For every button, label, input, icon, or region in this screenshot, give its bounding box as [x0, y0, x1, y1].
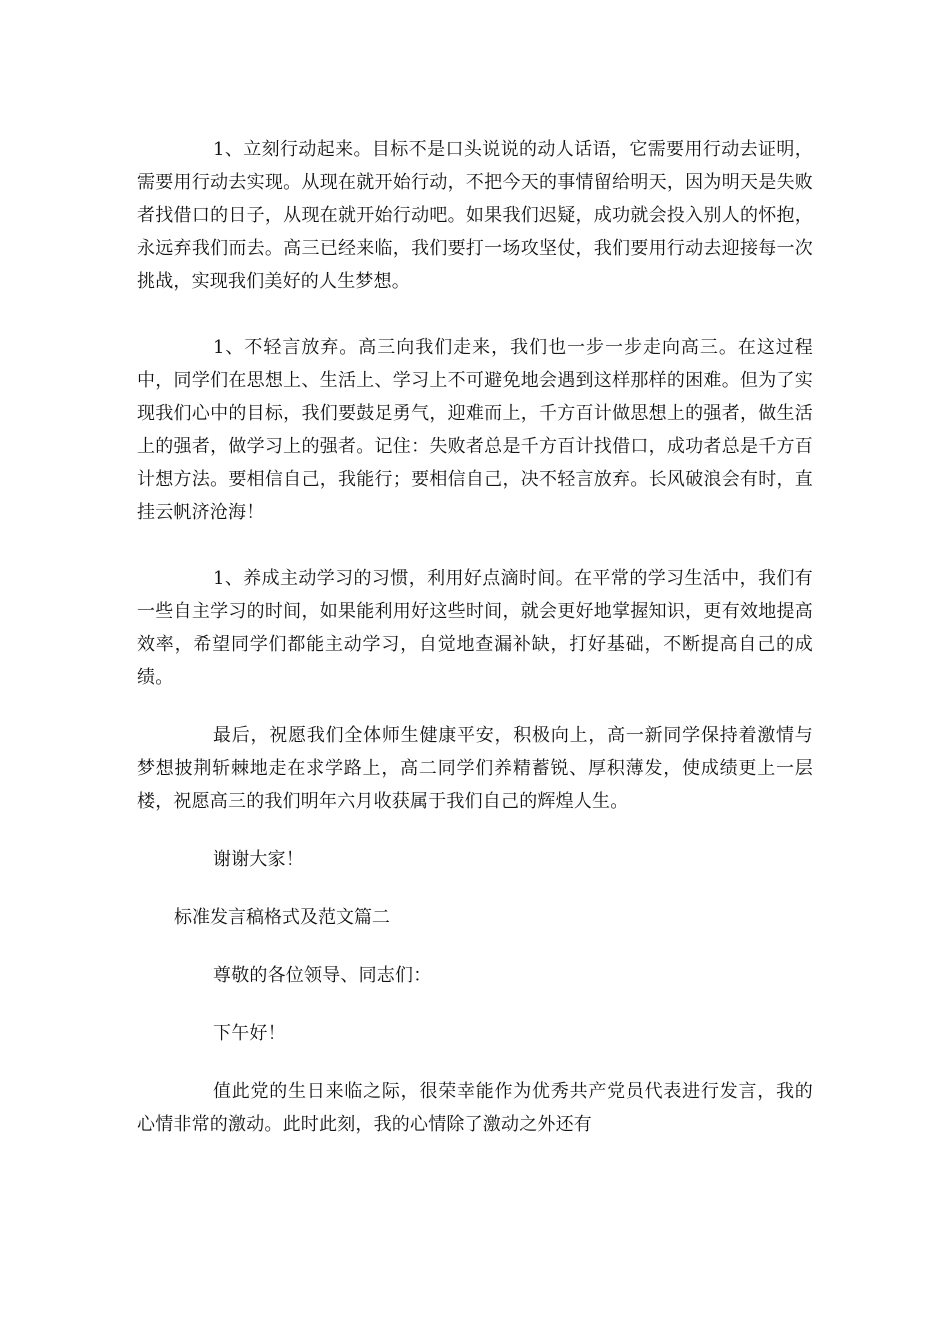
document-body [137, 133, 813, 1141]
paragraph-active-learning: 1、养成主动学习的习惯，利用好点滴时间。在平常的学习生活中，我们有一些自主学习的时间，如果能利用好这些时间，就会更好地掌握知识，更有效地提高效率，希望同学们都能主动学习，自觉地查漏补缺，打好基础，不断提高自己的成绩。 [137, 568, 813, 688]
paragraph-never-give-up: 1、不轻言放弃。高三向我们走来，我们也一步一步走向高三。在这过程中，同学们在思想上、生活上、学习上不可避免地会遇到这样那样的困难。但为了实现我们心中的目标，我们要鼓足勇气，迎难而上，千方百计做思想上的强者，做生活上的强者，做学习上的强者。记住：失败者总是千方百计找借口，成功者总是千方百计想方法。要相信自己，我能行；要相信自己，决不轻言放弃。长风破浪会有时，直挂云帆济沧海！ [137, 337, 813, 523]
paragraph-closing-wishes: 最后，祝愿我们全体师生健康平安，积极向上，高一新同学保持着激情与梦想披荆斩棘地走在求学路上，高二同学们养精蓄锐、厚积薄发，使成绩更上一层楼，祝愿高三的我们明年六月收获属于我们自己的辉煌人生。 [137, 725, 813, 812]
paragraph-action: 1、立刻行动起来。目标不是口头说说的动人话语，它需要用行动去证明，需要用行动去实现。从现在就开始行动，不把今天的事情留给明天，因为明天是失败者找借口的日子，从现在就开始行动吧。如果我们迟疑，成功就会投入别人的怀抱，永远弃我们而去。高三已经来临，我们要打一场攻坚仗，我们要用行动去迎接每一次挑战，实现我们美好的人生梦想。 [137, 139, 813, 292]
paragraph-opening: 值此党的生日来临之际，很荣幸能作为优秀共产党员代表进行发言，我的心情非常的激动。此时此刻，我的心情除了激动之外还有 [137, 1081, 813, 1135]
salutation: 尊敬的各位领导、同志们： [213, 965, 432, 986]
greeting: 下午好！ [213, 1023, 286, 1044]
paragraph-thanks: 谢谢大家！ [213, 849, 304, 870]
section-heading: 标准发言稿格式及范文篇二 [174, 907, 390, 928]
